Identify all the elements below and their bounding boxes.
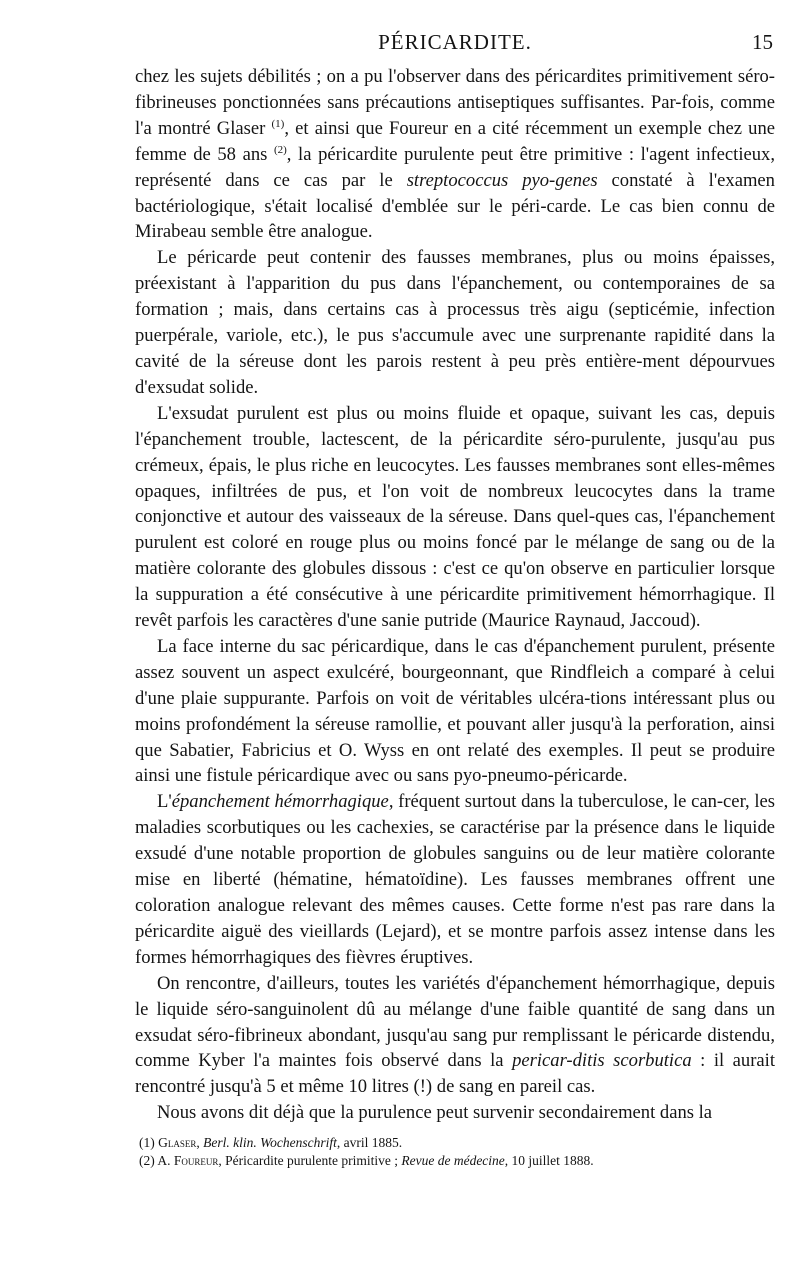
author-name: Glaser: [158, 1135, 197, 1151]
paragraph: [135, 971, 775, 1101]
text-run: constaté à l'examen bactériologique, s'était localisé d'emblée sur le péri-carde. Le cas bien connu de Mirabeau semble être analogue.: [135, 169, 775, 243]
text-run: A.: [154, 1153, 174, 1169]
paragraph: [135, 245, 775, 400]
paragraph: [135, 789, 775, 970]
text-run: , Péricardite purulente primitive ;: [218, 1153, 402, 1169]
body-text: [135, 64, 775, 1126]
footnote: [139, 1152, 775, 1170]
italic-text: épanchement hémorrhagique: [171, 791, 389, 813]
text-run: chez les sujets débilités ; on a pu l'observer dans des péricardites primitivement séro-fibrineuses ponctionnées sans précautions antiseptiques suffisantes. Par-fois, comme l'a montré Glaser: [135, 66, 775, 139]
footnote-ref: (2): [273, 143, 287, 156]
page-header: [135, 30, 775, 64]
italic-text: streptococcus pyo-genes: [406, 169, 598, 191]
text-run: La face interne du sac péricardique, dans le cas d'épanchement purulent, présente assez souvent un aspect exulcéré, bourgeonnant, que Rindfleich a comparé à celui d'une plaie suppurante. Parfois on voit de véritables ulcéra-tions intéressant plus ou moins profondément la séreuse ramollie, et pouvant aller jusqu'à la perforation, ainsi que Sabatier, Fabricius et O. Wyss en ont relaté des exemples. Il peut se produire ainsi une fistule péricardique avec ou sans pyo-pneumo-péricarde.: [135, 635, 775, 787]
text-run: L'exsudat purulent est plus ou moins fluide et opaque, suivant les cas, depuis l'épanchement trouble, lactescent, de la péricardite séro-purulente, jusqu'au pus crémeux, épais, le plus riche en leucocytes. Les fausses membranes sont elles-mêmes opaques, infiltrées de pus, et l'on voit de nombreux leucocytes dans la trame conjonctive et autour des vaisseaux de la séreuse. Dans quel-ques cas, l'épanchement purulent est coloré en rouge plus ou moins foncé par le mélange de sang ou de la matière colorante des globules dissous : c'est ce qu'on observe en particulier lorsque la suppuration a été consécutive à une péricardite primitivement hémorrhagique. Il revêt parfois les caractères d'une sanie putride (Maurice Raynaud, Jaccoud).: [135, 402, 775, 632]
footnote-marker: (1): [139, 1135, 155, 1151]
footnote-marker: (2): [139, 1153, 155, 1169]
text-run: , fréquent surtout dans la tuberculose, le can-cer, les maladies scorbutiques ou les cachexies, se caractérise par la présence dans le liquide exsudé d'une notable proportion de globules sanguins ou de leur matière colorante mise en liberté (hématine, hématoïdine). Les fausses membranes offrent une coloration analogue relevant des mêmes causes. Cette forme n'est pas rare dans la péricardite aiguë des vieillards (Lejard), et se montre parfois assez intense dans les formes hémorrhagiques des fièvres éruptives.: [135, 791, 775, 968]
paragraph: [135, 1100, 775, 1126]
italic-text: pericar-ditis scorbutica: [512, 1050, 692, 1072]
running-title: PÉRICARDITE.: [378, 30, 532, 54]
text-run: Nous avons dit déjà que la purulence peut survenir secondairement dans la: [157, 1102, 713, 1124]
paragraph: [135, 634, 775, 789]
text-run: , et ainsi que Foureur en a cité récemment un exemple chez une femme de 58 ans: [135, 117, 775, 165]
text-run: : il aurait rencontré jusqu'à 5 et même 10 litres (!) de sang en pareil cas.: [135, 1050, 775, 1098]
text-run: ,: [196, 1135, 204, 1151]
footnotes: [135, 1134, 775, 1170]
paragraph: [135, 64, 775, 245]
book-page: [135, 30, 775, 1170]
text-run: L': [157, 791, 172, 813]
footnote-ref: (1): [271, 117, 285, 130]
text-run: On rencontre, d'ailleurs, toutes les variétés d'épanchement hémorrhagique, depuis le liquide séro-sanguinolent dû au mélange d'une faible quantité de sang dans un exsudat séro-fibrineux abondant, jusqu'au sang pur remplissant le péricarde distendu, comme Kyber l'a maintes fois observé dans la: [135, 972, 775, 1072]
text-run: Le péricarde peut contenir des fausses membranes, plus ou moins épaisses, préexistant à l'apparition du pus dans l'épanchement, ou contemporaines de sa formation ; mais, dans certains cas à processus très aigu (septicémie, infection puerpérale, variole, etc.), le pus s'accumule avec une surprenante rapidité dans la cavité de la séreuse dont les parois restent à peu près entière-ment dépourvues d'exsudat solide.: [135, 247, 775, 398]
page-number: 15: [752, 30, 773, 54]
italic-text: Berl. klin. Wochenschrift: [203, 1135, 337, 1151]
text-run: , avril 1885.: [336, 1135, 403, 1151]
footnote: [139, 1134, 775, 1152]
author-name: Foureur: [173, 1153, 219, 1169]
text-run: , 10 juillet 1888.: [504, 1153, 594, 1169]
paragraph: [135, 401, 775, 634]
italic-text: Revue de médecine: [401, 1153, 505, 1169]
text-run: , la péricardite purulente peut être primitive : l'agent infectieux, représenté dans ce cas par le: [135, 143, 775, 191]
